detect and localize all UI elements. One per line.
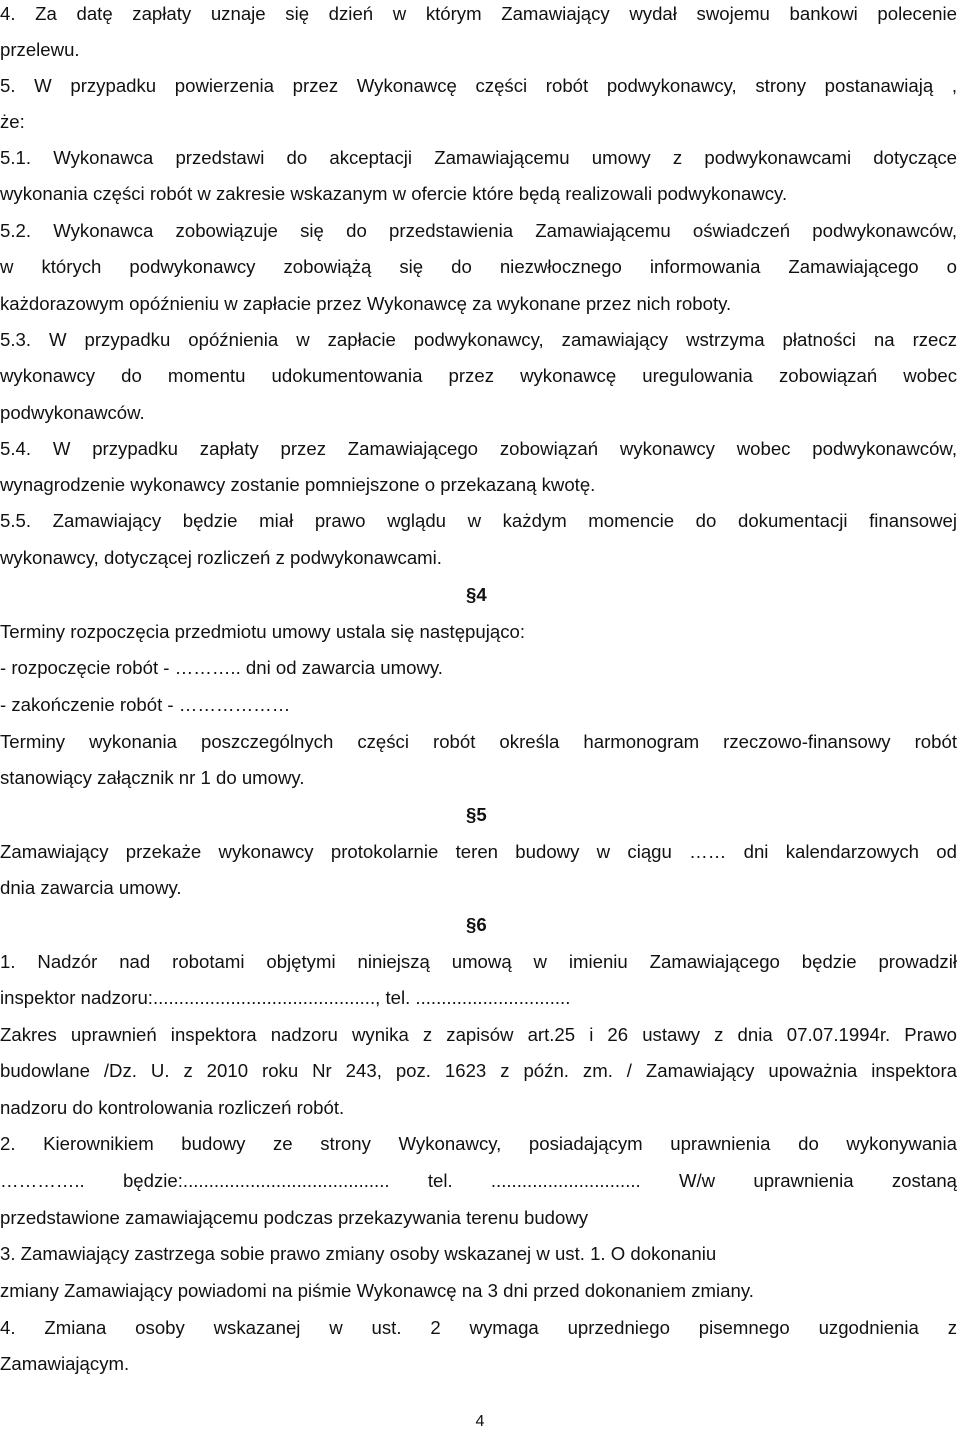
text-line: 3. Zamawiający zastrzega sobie prawo zmiany osoby wskazanej w ust. 1. O dokonaniu xyxy=(0,1243,717,1264)
text-line: 5.5. Zamawiający będzie miał prawo wglądu w każdym momencie do dokumentacji finansowej xyxy=(0,510,957,531)
text-line: Terminy rozpoczęcia przedmiotu umowy ustala się następująco: xyxy=(0,621,526,642)
text-line: 5.1. Wykonawca przedstawi do akceptacji Zamawiającemu umowy z podwykonawcami dotyczące xyxy=(0,147,957,168)
text-line: Terminy wykonania poszczególnych części robót określa harmonogram rzeczowo-finansowy robót xyxy=(0,731,957,752)
text-line: 5. W przypadku powierzenia przez Wykonawcę części robót podwykonawcy, strony postanawiają , xyxy=(0,75,957,96)
text-line: inspektor nadzoru:..........................................., tel. .............................. xyxy=(0,987,571,1008)
text-line: wykonania części robót w zakresie wskazanym w ofercie które będą realizowali podwykonawcy. xyxy=(0,183,788,204)
text-line: 1. Nadzór nad robotami objętymi niniejszą umową w imieniu Zamawiającego będzie prowadził xyxy=(0,951,957,972)
text-line: 5.3. W przypadku opóźnienia w zapłacie podwykonawcy, zamawiający wstrzyma płatności na rzecz xyxy=(0,329,957,350)
text-line: że: xyxy=(0,111,25,132)
text-line: każdorazowym opóźnieniu w zapłacie przez Wykonawcę za wykonane przez nich roboty. xyxy=(0,293,732,314)
text-line: wykonawcy do momentu udokumentowania przez wykonawcę uregulowania zobowiązań wobec xyxy=(0,365,957,386)
text-line: 4. Za datę zapłaty uznaje się dzień w którym Zamawiający wydał swojemu bankowi polecenie xyxy=(0,3,957,24)
text-line: 5.4. W przypadku zapłaty przez Zamawiającego zobowiązań wykonawcy wobec podwykonawców, xyxy=(0,438,957,459)
text-line: stanowiący załącznik nr 1 do umowy. xyxy=(0,767,305,788)
text-line: przedstawione zamawiającemu podczas przekazywania terenu budowy xyxy=(0,1207,589,1228)
text-line: podwykonawców. xyxy=(0,402,145,423)
text-line: 2. Kierownikiem budowy ze strony Wykonawcy, posiadającym uprawnienia do wykonywania xyxy=(0,1133,957,1154)
text-line: - rozpoczęcie robót - ……….. dni od zawarcia umowy. xyxy=(0,657,443,678)
text-line: ………….. będzie:........................................ tel. ............................. W/w uprawnienia zostaną xyxy=(0,1170,957,1191)
page-number: 4 xyxy=(475,1413,485,1430)
text-line: budowlane /Dz. U. z 2010 roku Nr 243, poz. 1623 z późn. zm. / Zamawiający upoważnia inspektora xyxy=(0,1060,957,1081)
text-line: 4. Zmiana osoby wskazanej w ust. 2 wymaga uprzedniego pisemnego uzgodnienia z xyxy=(0,1317,957,1338)
text-line: wykonawcy, dotyczącej rozliczeń z podwykonawcami. xyxy=(0,547,442,568)
section-heading: §6 xyxy=(466,914,487,935)
text-line: przelewu. xyxy=(0,39,80,60)
text-line: wynagrodzenie wykonawcy zostanie pomniejszone o przekazaną kwotę. xyxy=(0,474,596,495)
text-line: w których podwykonawcy zobowiążą się do niezwłocznego informowania Zamawiającego o xyxy=(0,256,957,277)
section-heading: §4 xyxy=(466,584,487,605)
text-line: - zakończenie robót - ……………… xyxy=(0,694,291,715)
text-line: zmiany Zamawiający powiadomi na piśmie Wykonawcę na 3 dni przed dokonaniem zmiany. xyxy=(0,1280,754,1301)
text-line: nadzoru do kontrolowania rozliczeń robót. xyxy=(0,1097,345,1118)
section-heading: §5 xyxy=(466,804,487,825)
text-line: Zamawiający przekaże wykonawcy protokolarnie teren budowy w ciągu …… dni kalendarzowych od xyxy=(0,841,957,862)
text-line: Zakres uprawnień inspektora nadzoru wynika z zapisów art.25 i 26 ustawy z dnia 07.07.1994r. Prawo xyxy=(0,1024,957,1045)
text-line: 5.2. Wykonawca zobowiązuje się do przedstawienia Zamawiającemu oświadczeń podwykonawców, xyxy=(0,220,957,241)
text-line: Zamawiającym. xyxy=(0,1353,130,1374)
text-line: dnia zawarcia umowy. xyxy=(0,877,182,898)
